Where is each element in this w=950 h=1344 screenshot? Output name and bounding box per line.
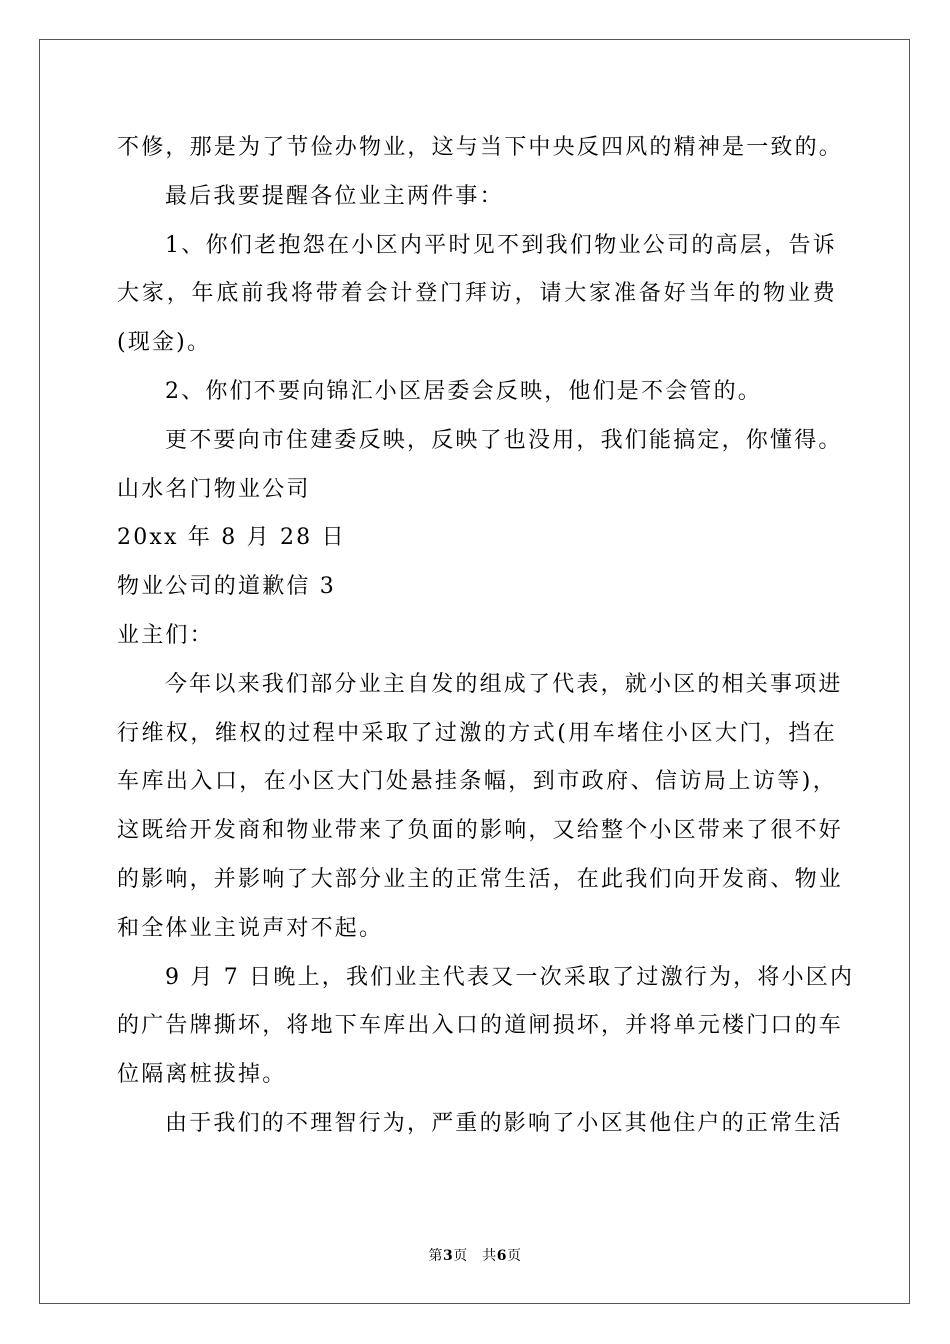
paragraph-line: 的广告牌撕坏，将地下车库出入口的道闸损坏，并将单元楼门口的车 (117, 1013, 844, 1039)
paragraph-line: 大家，年底前我将带着会计登门拜访，请大家准备好当年的物业费 (117, 281, 837, 307)
section-title: 物业公司的道歉信 3 (117, 574, 336, 600)
paragraph-line: 位隔离桩拔掉。 (117, 1062, 287, 1088)
paragraph-line: 1、你们老抱怨在小区内平时见不到我们物业公司的高层，告诉 (165, 232, 837, 258)
paragraph-line: 和全体业主说声对不起。 (117, 915, 384, 941)
paragraph-line: 今年以来我们部分业主自发的组成了代表，就小区的相关事项进 (165, 671, 843, 697)
paragraph-line: 更不要向市住建委反映，反映了也没用，我们能搞定，你懂得。 (165, 427, 843, 453)
paragraph-line: 车库出入口，在小区大门处悬挂条幅，到市政府、信访局上访等)， (117, 769, 837, 795)
paragraph-line: 的影响，并影响了大部分业主的正常生活，在此我们向开发商、物业 (117, 866, 844, 892)
current-page-number: 3 (443, 1248, 454, 1264)
paragraph-line: (现金)。 (117, 330, 212, 356)
paragraph-line: 最后我要提醒各位业主两件事： (165, 183, 504, 209)
paragraph-line: 不修，那是为了节俭办物业，这与当下中央反四风的精神是一致的。 (117, 135, 844, 160)
page-footer (0, 1246, 950, 1266)
footer-suffix: 页 (507, 1248, 522, 1264)
footer-prefix: 第 (428, 1248, 443, 1264)
paragraph-line: 9 月 7 日晚上，我们业主代表又一次采取了过激行为，将小区内 (165, 964, 855, 990)
paragraph-line: 这既给开发商和物业带来了负面的影响，又给整个小区带来了很不好 (117, 818, 844, 844)
salutation: 业主们： (117, 622, 214, 648)
document-body (117, 124, 855, 1149)
paragraph-line: 2、你们不要向锦汇小区居委会反映，他们是不会管的。 (165, 378, 762, 404)
signature-company: 山水名门物业公司 (117, 476, 311, 502)
footer-middle: 页 共 (453, 1248, 497, 1264)
paragraph-line: 由于我们的不理智行为，严重的影响了小区其他住户的正常生活 (165, 1110, 843, 1136)
paragraph-line: 行维权，维权的过程中采取了过激的方式(用车堵住小区大门，挡在 (117, 720, 837, 746)
signature-date: 20xx 年 8 月 28 日 (117, 525, 346, 551)
total-pages-number: 6 (496, 1248, 507, 1264)
